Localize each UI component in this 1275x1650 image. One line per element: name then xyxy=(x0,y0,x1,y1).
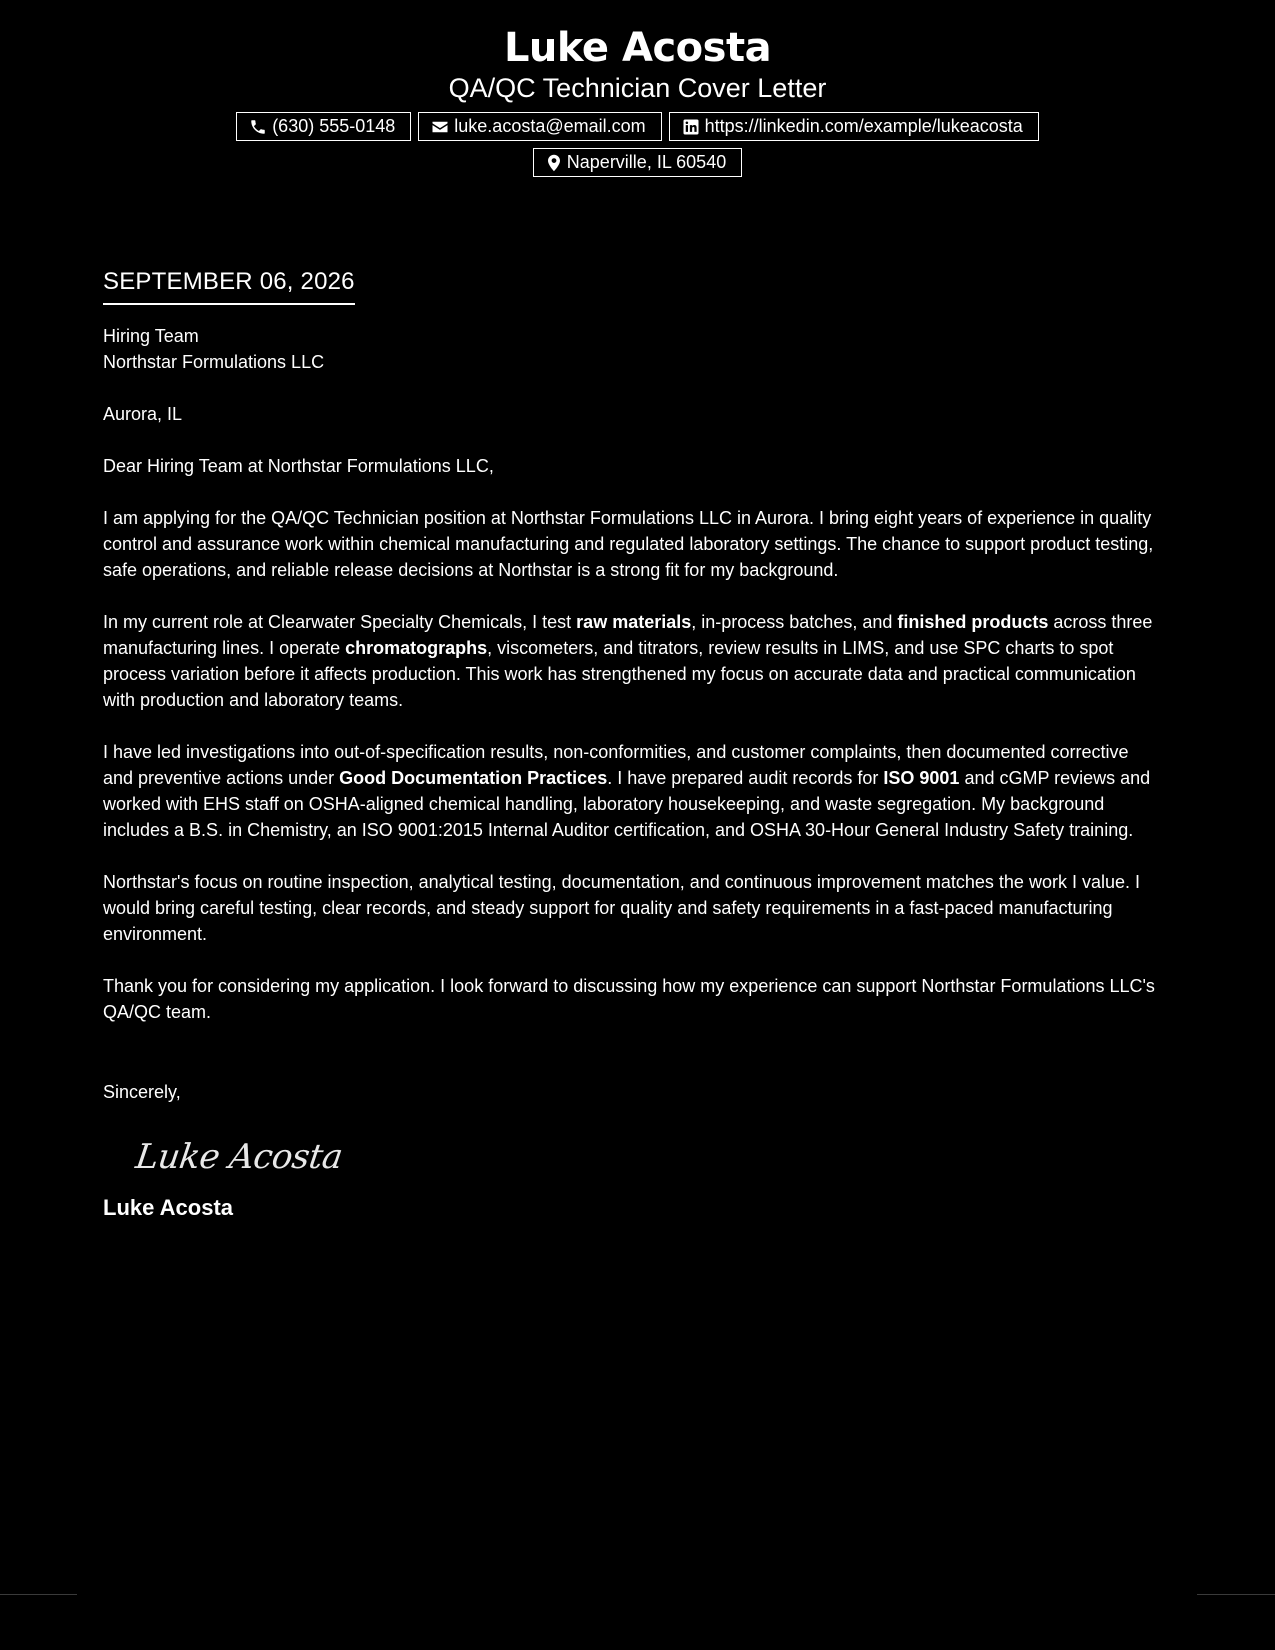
paragraph-fit: Northstar's focus on routine inspection, analytical testing, documentation, and continuous improvement matches the work I value. I would bring careful testing, clear records, and steady support for quality and safety requirements in a fast-paced manufacturing environment. xyxy=(103,872,1140,944)
signed-name: Luke Acosta xyxy=(103,1195,234,1220)
footer-divider-right xyxy=(1197,1594,1275,1595)
text-run: , in-process batches, and xyxy=(691,612,898,632)
phone-text: (630) 555-0148 xyxy=(272,116,396,136)
letter-body xyxy=(103,267,1163,1223)
paragraph-current-role xyxy=(103,609,1163,713)
bold-keyword: Good Documentation Practices xyxy=(339,768,608,788)
email-text: luke.acosta@email.com xyxy=(454,116,646,136)
recipient-team: Hiring Team xyxy=(103,326,199,346)
bold-keyword: finished products xyxy=(897,612,1049,632)
email-contact[interactable] xyxy=(418,112,661,141)
bold-keyword: chromatographs xyxy=(345,638,488,658)
phone-contact[interactable] xyxy=(236,112,411,141)
text-run: . I have prepared audit records for xyxy=(607,768,884,788)
linkedin-text: https://linkedin.com/example/lukeacosta xyxy=(704,116,1023,136)
bold-keyword: raw materials xyxy=(576,612,692,632)
contact-row-2 xyxy=(0,148,1275,177)
linkedin-icon xyxy=(682,118,700,136)
document-subtitle: QA/QC Technician Cover Letter xyxy=(448,73,827,103)
letter-date: SEPTEMBER 06, 2026 xyxy=(103,267,355,305)
recipient-location: Aurora, IL xyxy=(103,404,183,424)
contact-row xyxy=(0,112,1275,141)
footer-divider-left xyxy=(0,1594,77,1595)
linkedin-contact[interactable] xyxy=(669,112,1039,141)
text-run: across three manufacturing lines. I operate xyxy=(103,612,1153,658)
text-run: In my current role at Clearwater Specialty Chemicals, I test xyxy=(103,612,577,632)
bold-keyword: ISO 9001 xyxy=(883,768,960,788)
paragraph-thanks: Thank you for considering my application. I look forward to discussing how my experience can support Northstar Formulations LLC's QA/QC team. xyxy=(103,976,1155,1022)
text-run: , viscometers, and titrators, review results in LIMS, and use SPC charts to spot process variation before it affects production. This work has strengthened my focus on accurate data and practical communication with production and laboratory teams. xyxy=(103,638,1136,710)
applicant-name: Luke Acosta xyxy=(503,25,772,71)
paragraph-intro: I am applying for the QA/QC Technician position at Northstar Formulations LLC in Aurora. I bring eight years of experience in quality control and assurance work within chemical manufacturing and regulated laboratory settings. The chance to support product testing, safe operations, and reliable release decisions at Northstar is a strong fit for my background. xyxy=(103,508,1154,580)
handwritten-signature: Luke Acosta xyxy=(133,1137,345,1177)
location-contact xyxy=(533,148,742,177)
recipient-company: Northstar Formulations LLC xyxy=(103,352,325,372)
location-text: Naperville, IL 60540 xyxy=(566,152,727,172)
envelope-icon xyxy=(431,118,449,136)
closing: Sincerely, xyxy=(103,1082,181,1102)
recipient-block xyxy=(103,323,1163,375)
paragraph-investigations xyxy=(103,739,1163,843)
text-run: I have led investigations into out-of-specification results, non-conformities, and customer complaints, then documented corrective and preventive actions under xyxy=(103,742,1129,788)
salutation: Dear Hiring Team at Northstar Formulations LLC, xyxy=(103,456,494,476)
letter-header xyxy=(0,22,1275,177)
phone-icon xyxy=(249,118,267,136)
text-run: and cGMP reviews and worked with EHS staff on OSHA-aligned chemical handling, laboratory housekeeping, and waste segregation. My background includes a B.S. in Chemistry, an ISO 9001:2015 Internal Auditor certification, and OSHA 30-Hour General Industry Safety training. xyxy=(103,768,1151,840)
map-pin-icon xyxy=(546,154,562,172)
